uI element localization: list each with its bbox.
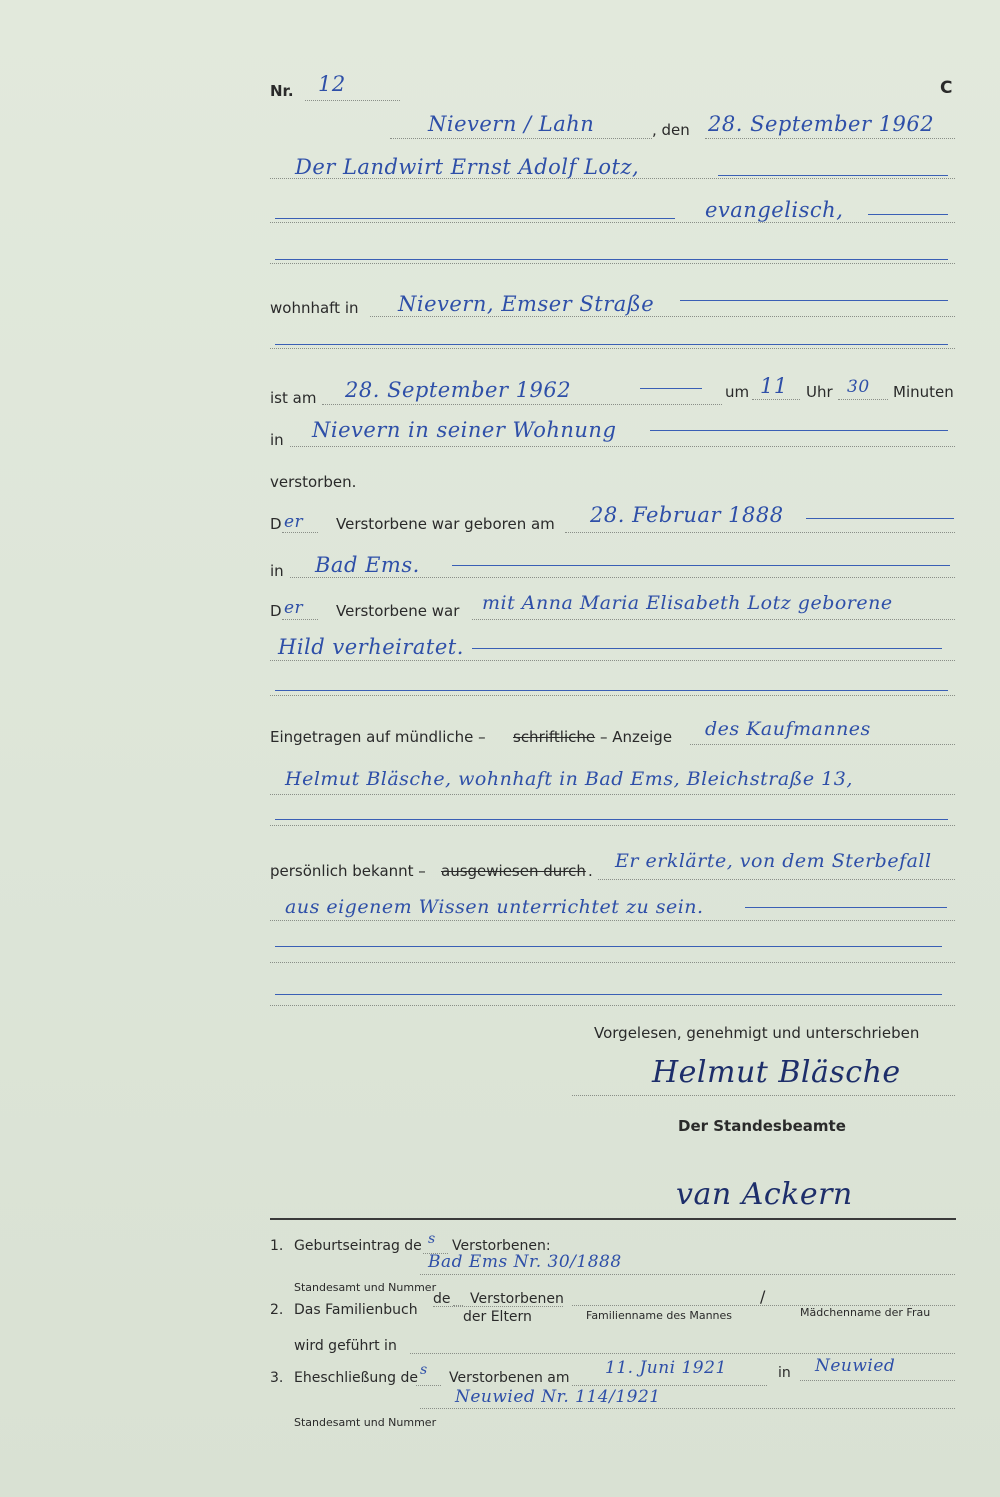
marriage-line1: mit Anna Maria Elisabeth Lotz geborene <box>482 592 893 614</box>
blank-line <box>270 695 955 696</box>
residence-value: Nievern, Emser Straße <box>398 292 655 316</box>
fill-dash <box>275 994 942 995</box>
item2-eltern: der Eltern <box>463 1309 532 1325</box>
item1-value: Bad Ems Nr. 30/1888 <box>428 1252 622 1272</box>
item3-date-line <box>572 1385 767 1386</box>
item2-label: Das Familienbuch <box>294 1302 418 1318</box>
fill-dash <box>806 518 954 519</box>
read-approved-label: Vorgelesen, genehmigt und unterschrieben <box>594 1024 920 1042</box>
place-line <box>390 138 652 139</box>
report-line <box>690 744 955 745</box>
fill-dash <box>275 259 948 260</box>
birth-date-line <box>565 532 955 533</box>
marriage-article: er <box>284 598 304 618</box>
nr-value: 12 <box>318 72 346 96</box>
fill-dash <box>275 690 948 691</box>
uhr-label: Uhr <box>806 383 833 401</box>
fill-dash <box>718 175 948 176</box>
report-label-struck: schriftliche <box>513 728 596 746</box>
death-date-label: ist am <box>270 389 317 407</box>
item1-number: 1. <box>270 1238 284 1254</box>
identity-line-2 <box>270 920 955 921</box>
residence-line <box>370 316 955 317</box>
item3-label-b: Verstorbenen am <box>449 1370 570 1386</box>
fill-dash <box>275 946 942 947</box>
fill-dash <box>275 218 675 219</box>
signature-line <box>572 1095 955 1096</box>
minutes-line <box>838 399 888 400</box>
item2-sub-woman: Mädchenname der Frau <box>800 1306 931 1319</box>
death-hour: 11 <box>760 374 788 398</box>
fill-dash <box>640 388 702 389</box>
item1-article: s <box>428 1231 436 1247</box>
identity-label-a: persönlich bekannt – <box>270 862 426 880</box>
item3-place-line <box>800 1380 955 1381</box>
death-place-label: in <box>270 431 284 449</box>
blank-line <box>270 263 955 264</box>
item1-label-b: Verstorbenen: <box>452 1238 551 1254</box>
item2-slash: / <box>760 1287 766 1306</box>
fill-dash <box>680 300 948 301</box>
marriage-label: Verstorbene war <box>336 602 460 620</box>
form-letter: C <box>940 78 953 98</box>
item3-label-a: Eheschließung de <box>294 1370 418 1386</box>
death-date-line <box>322 404 722 405</box>
nr-label: Nr. <box>270 82 294 100</box>
item2-sub-man: Familienname des Mannes <box>586 1309 733 1322</box>
registrar-signature: van Ackern <box>676 1177 853 1212</box>
item3-date: 11. Juni 1921 <box>605 1358 727 1378</box>
report-line2: Helmut Bläsche, wohnhaft in Bad Ems, Bleichstraße 13, <box>285 768 853 790</box>
religion-value: evangelisch, <box>705 198 844 222</box>
religion-line <box>270 222 955 223</box>
item3-line <box>420 1408 955 1409</box>
fill-dash <box>472 648 942 649</box>
identity-line2: aus eigenem Wissen unterrichtet zu sein. <box>285 896 704 918</box>
marriage-prefix: D <box>270 602 282 620</box>
item3-value: Neuwied Nr. 114/1921 <box>455 1387 661 1407</box>
article-line <box>282 619 318 620</box>
birth-date: 28. Februar 1888 <box>590 503 784 527</box>
birth-place: Bad Ems. <box>315 553 420 577</box>
item2-kept-line <box>410 1353 955 1354</box>
blank-line <box>270 348 955 349</box>
article-line <box>282 532 318 533</box>
item2-verst: Verstorbenen <box>470 1291 564 1307</box>
fill-dash <box>745 907 947 908</box>
record-date: 28. September 1962 <box>708 112 935 136</box>
registrar-title: Der Standesbeamte <box>678 1117 846 1135</box>
nr-line <box>305 100 400 101</box>
death-date: 28. September 1962 <box>345 378 572 402</box>
item2-divider <box>433 1306 563 1307</box>
verstorben-label: verstorben. <box>270 473 357 491</box>
um-label: um <box>725 383 750 401</box>
report-label-a: Eingetragen auf mündliche – <box>270 728 486 746</box>
birth-place-label: in <box>270 562 284 580</box>
report-line1: des Kaufmannes <box>705 718 871 740</box>
item3-number: 3. <box>270 1370 284 1386</box>
den-label: , den <box>652 121 690 139</box>
blank-line <box>270 962 955 963</box>
death-place: Nievern in seiner Wohnung <box>312 418 617 442</box>
date-line <box>705 138 955 139</box>
identity-line <box>598 879 955 880</box>
item2-number: 2. <box>270 1302 284 1318</box>
fill-dash <box>275 819 948 820</box>
birth-place-line <box>290 577 955 578</box>
residence-label: wohnhaft in <box>270 299 359 317</box>
item3-in: in <box>778 1365 791 1381</box>
marriage-line <box>472 619 955 620</box>
report-line-2 <box>270 794 955 795</box>
blank-line <box>270 825 955 826</box>
item3-place: Neuwied <box>815 1356 896 1376</box>
blank-line <box>270 1005 955 1006</box>
item3-article: s <box>420 1362 428 1378</box>
fill-dash <box>868 214 948 215</box>
death-minutes: 30 <box>847 377 870 397</box>
report-label-b: – Anzeige <box>600 728 673 746</box>
fill-dash <box>452 565 950 566</box>
item1-label-a: Geburtseintrag de <box>294 1238 422 1254</box>
identity-label-struck: ausgewiesen durch <box>441 862 586 880</box>
fill-dash <box>275 344 948 345</box>
item1-sub: Standesamt und Nummer <box>294 1281 437 1294</box>
marriage-line-2 <box>270 660 955 661</box>
birth-article: er <box>284 512 304 532</box>
item2-kept: wird geführt in <box>294 1338 397 1354</box>
place-value: Nievern / Lahn <box>428 112 595 136</box>
item2-de: de <box>433 1291 451 1307</box>
birth-prefix: D <box>270 515 282 533</box>
marriage-line2: Hild verheiratet. <box>278 635 464 659</box>
birth-label: Verstorbene war geboren am <box>336 515 555 533</box>
identity-label-b: . <box>588 862 593 880</box>
article-line <box>416 1385 441 1386</box>
footer-rule <box>270 1218 956 1220</box>
hour-line <box>752 399 800 400</box>
informant-signature: Helmut Bläsche <box>652 1055 901 1090</box>
minuten-label: Minuten <box>893 383 954 401</box>
deceased-name: Der Landwirt Ernst Adolf Lotz, <box>295 155 640 179</box>
item1-line <box>420 1274 955 1275</box>
identity-line1: Er erklärte, von dem Sterbefall <box>615 850 932 872</box>
item3-sub: Standesamt und Nummer <box>294 1416 437 1429</box>
fill-dash <box>650 430 948 431</box>
death-place-line <box>290 446 955 447</box>
